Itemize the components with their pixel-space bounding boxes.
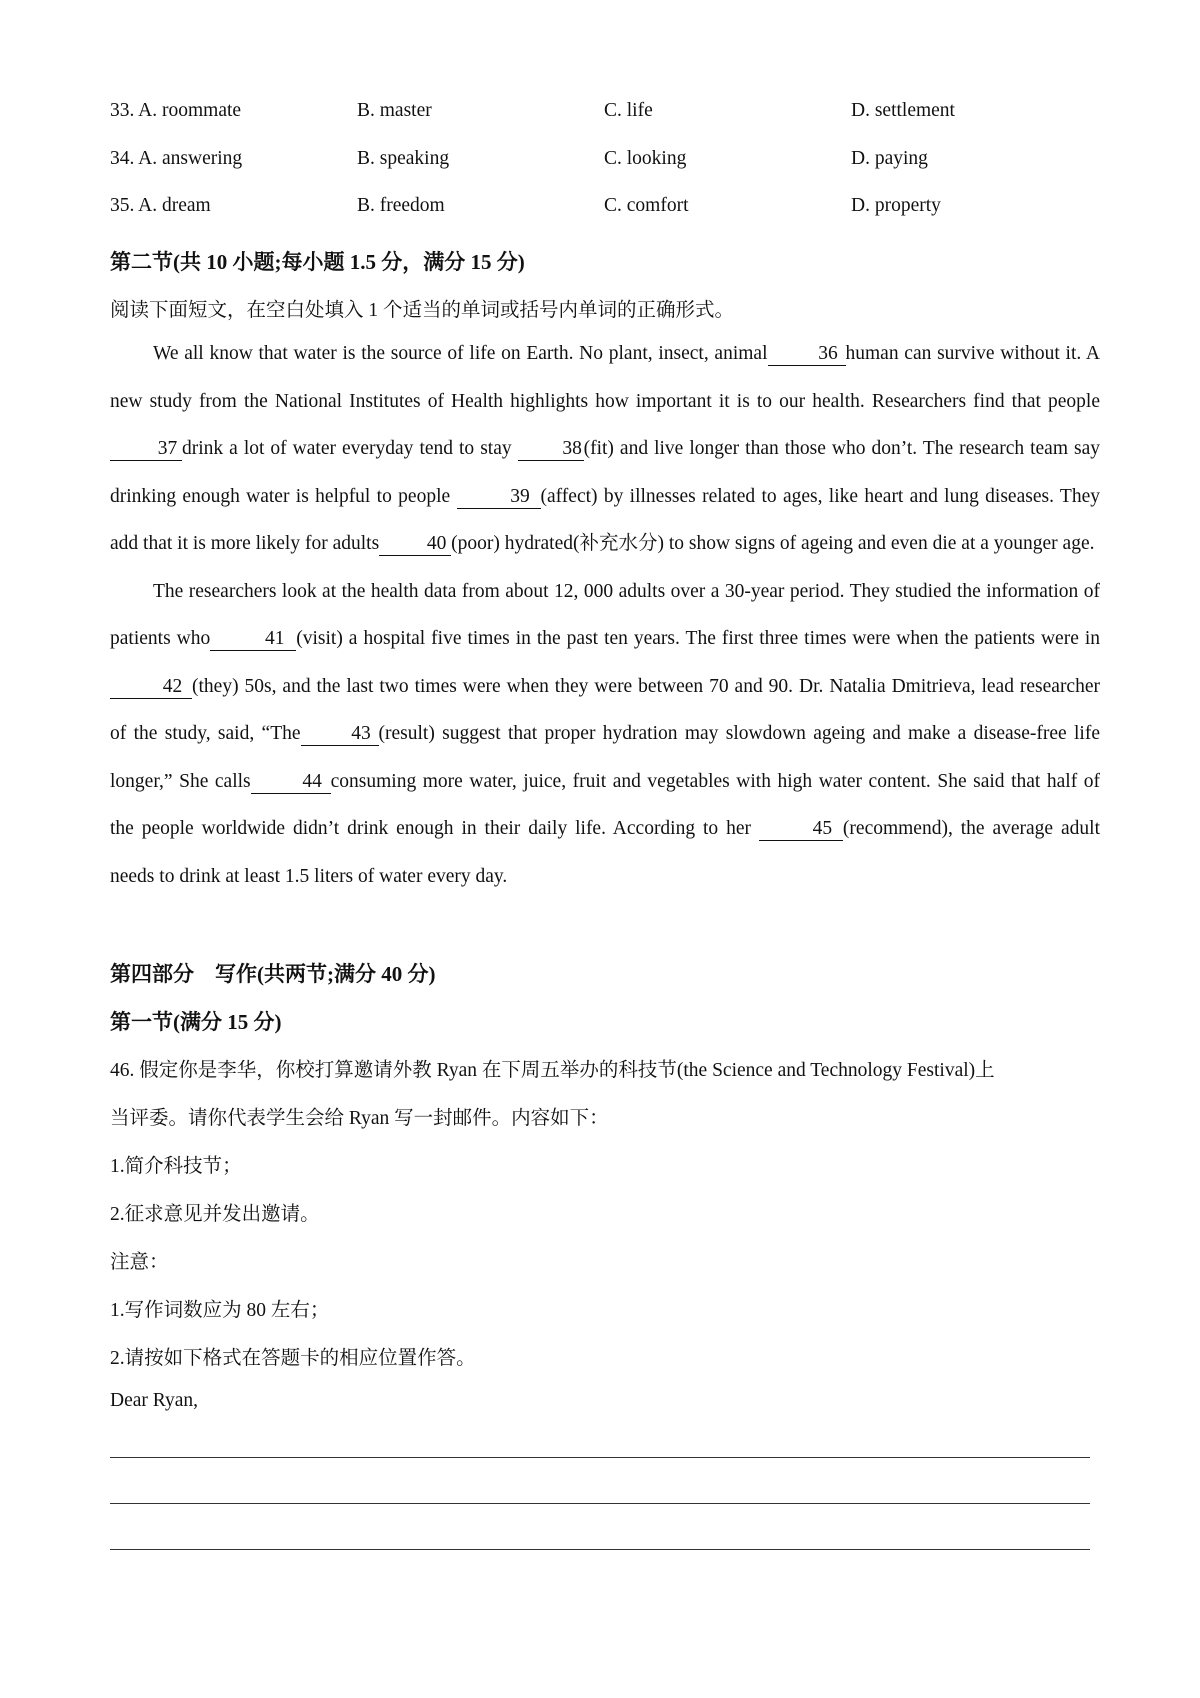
passage-text: (fit) and live longer than those who don’t. The research team say drinking enough water is helpful to people	[110, 438, 1100, 507]
passage-text: human can survive without it. A new study from the National Institutes of Health highlights how important it is to our health. Researchers find that people	[110, 343, 1100, 412]
option-d: D. property	[851, 195, 941, 216]
option-d: D. settlement	[851, 100, 955, 121]
option-c: C. looking	[604, 147, 687, 169]
section2-instruction: 阅读下面短文，在空白处填入 1 个适当的单词或括号内单词的正确形式。	[110, 300, 735, 321]
section1-heading: 第一节(满分 15 分)	[110, 1010, 282, 1034]
passage-text: (they) 50s, and the last two times were when they were between 70 and 90. Dr. Natalia Dmitrieva, lead researcher of the study, said, “The	[110, 675, 1100, 744]
task-prompt-line-2: 当评委。请你代表学生会给 Ryan 写一封邮件。内容如下：	[110, 1108, 609, 1129]
cloze-passage	[110, 330, 1100, 900]
note-item-1: 1.写作词数应为 80 左右；	[110, 1300, 330, 1321]
blank-42: 42	[110, 676, 192, 699]
blank-45: 45	[759, 818, 843, 841]
writing-line-3	[110, 1549, 1090, 1550]
option-row-34	[110, 148, 1110, 196]
task-prompt-line-1: 46. 假定你是李华，你校打算邀请外教 Ryan 在下周五举办的科技节(the Science and Technology Festival)上	[110, 1060, 995, 1081]
option-d: D. paying	[851, 147, 928, 169]
passage-text: (poor) hydrated(补充水分) to show signs of ageing and even die at a younger age.	[451, 533, 1095, 554]
blank-41: 41	[210, 628, 296, 651]
answer-options	[110, 100, 1110, 243]
passage-paragraph-1	[110, 330, 1100, 568]
passage-text: (result) suggest that proper hydration may slowdown ageing and make a disease-free life longer,” She calls	[110, 723, 1100, 792]
task-item-1: 1.简介科技节；	[110, 1156, 242, 1177]
option-b: B. speaking	[357, 147, 450, 169]
section2-heading: 第二节(共 10 小题;每小题 1.5 分，满分 15 分)	[110, 250, 525, 274]
passage-text: (visit) a hospital five times in the past ten years. The first three times were when the patients were in	[296, 628, 1100, 649]
passage-text: The researchers look at the health data from about 12, 000 adults over a 30-year period. They studied the information of patients who	[110, 580, 1100, 649]
option-c: C. life	[604, 100, 653, 121]
option-row-33	[110, 100, 1110, 148]
option-b: B. freedom	[357, 195, 445, 216]
passage-paragraph-2	[110, 568, 1100, 901]
blank-40: 40	[379, 533, 451, 556]
passage-text: (recommend), the average adult needs to drink at least 1.5 liters of water every day.	[110, 818, 1100, 887]
blank-38: 38	[518, 438, 584, 461]
blank-44: 44	[251, 771, 331, 794]
letter-salutation: Dear Ryan,	[110, 1390, 199, 1411]
option-c: C. comfort	[604, 195, 689, 216]
note-label: 注意：	[110, 1252, 169, 1273]
option-a: 34. A. answering	[110, 147, 243, 169]
option-a: 35. A. dream	[110, 195, 211, 216]
note-item-2: 2.请按如下格式在答题卡的相应位置作答。	[110, 1348, 476, 1369]
task-item-2: 2.征求意见并发出邀请。	[110, 1204, 320, 1225]
part4-heading: 第四部分 写作(共两节;满分 40 分)	[110, 962, 436, 986]
writing-line-2	[110, 1503, 1090, 1504]
option-row-35	[110, 195, 1110, 243]
option-a: 33. A. roommate	[110, 100, 242, 121]
passage-text: consuming more water, juice, fruit and vegetables with high water content. She said that half of the people worldwide didn’t drink enough in their daily life. According to her	[110, 770, 1100, 839]
blank-43: 43	[301, 723, 379, 746]
option-b: B. master	[357, 100, 432, 121]
passage-text: (affect) by illnesses related to ages, like heart and lung diseases. They add that it is more likely for adults	[110, 485, 1100, 554]
passage-text: We all know that water is the source of life on Earth. No plant, insect, animal	[153, 343, 768, 364]
blank-36: 36	[768, 343, 846, 366]
passage-text: drink a lot of water everyday tend to stay	[182, 438, 518, 459]
blank-37: 37	[110, 438, 182, 461]
blank-39: 39	[457, 486, 541, 509]
writing-line-1	[110, 1457, 1090, 1458]
